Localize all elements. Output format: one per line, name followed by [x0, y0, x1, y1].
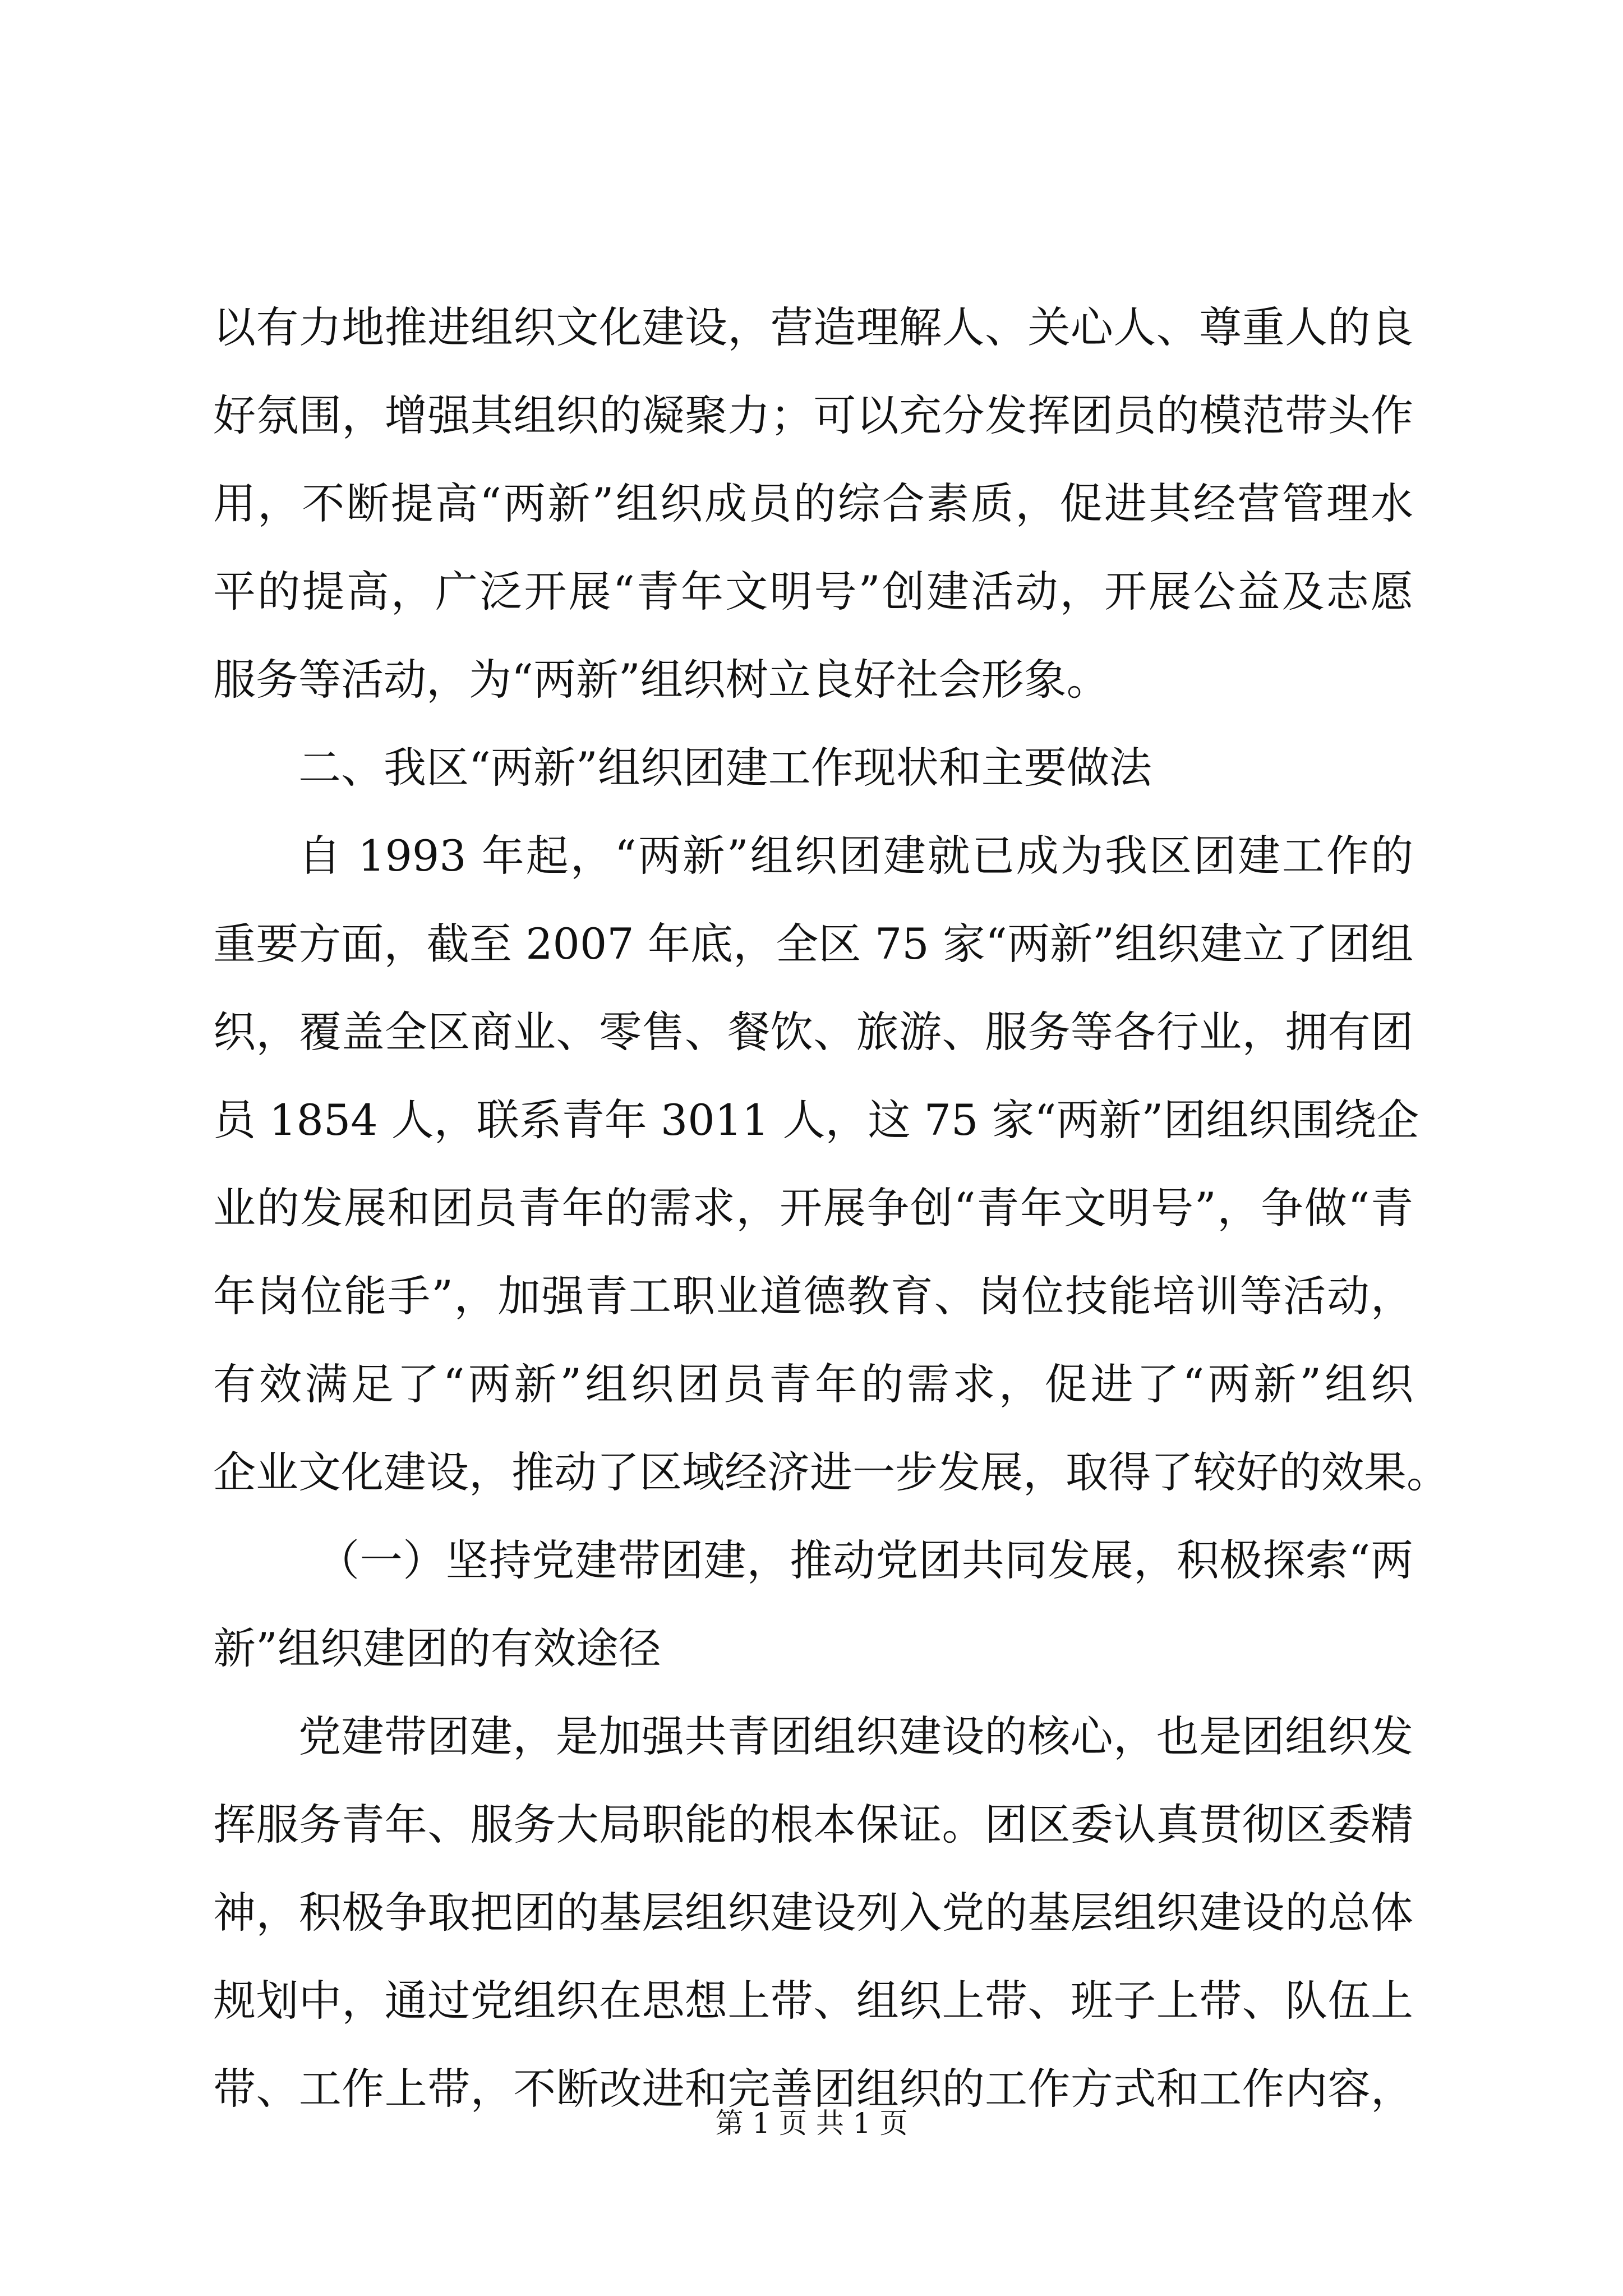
text-line-17: 党建带团建，是加强共青团组织建设的核心，也是团组织发: [298, 1711, 1413, 1761]
text-line-2: 好氛围，增强其组织的凝聚力；可以充分发挥团员的模范带头作: [213, 390, 1413, 440]
text-line-20: 规划中，通过党组织在思想上带、组织上带、班子上带、队伍上: [213, 1976, 1413, 2026]
document-body: [213, 283, 1449, 2133]
text-line-5: 服务等活动，为“两新”组织树立良好社会形象。: [213, 655, 1109, 705]
page-footer: 第 1 页 共 1 页: [715, 2107, 908, 2139]
text-line-21: 带、工作上带，不断改进和完善团组织的工作方式和工作内容，: [213, 2064, 1413, 2114]
section-heading: 二、我区“两新”组织团建工作现状和主要做法: [298, 743, 1152, 793]
subsection-heading-line-2: 新”组织建团的有效途径: [213, 1623, 661, 1673]
text-line-19: 神，积极争取把团的基层组织建设列入党的基层组织建设的总体: [213, 1888, 1413, 1938]
text-line-7: 自 1993 年起，“两新”组织团建就已成为我区团建工作的: [298, 831, 1413, 881]
subsection-heading-line-1: （一）坚持党建带团建，推动党团共同发展，积极探索“两: [317, 1535, 1413, 1585]
text-line-9: 织，覆盖全区商业、零售、餐饮、旅游、服务等各行业，拥有团: [213, 1007, 1413, 1057]
text-line-4: 平的提高，广泛开展“青年文明号”创建活动，开展公益及志愿: [213, 567, 1413, 616]
text-line-11: 业的发展和团员青年的需求，开展争创“青年文明号”，争做“青: [213, 1183, 1413, 1233]
text-line-10: 员 1854 人，联系青年 3011 人，这 75 家“两新”团组织围绕企: [213, 1095, 1419, 1145]
text-line-1: 以有力地推进组织文化建设，营造理解人、关心人、尊重人的良: [213, 302, 1413, 352]
text-line-8: 重要方面，截至 2007 年底，全区 75 家“两新”组织建立了团组: [213, 919, 1413, 969]
text-line-12: 年岗位能手”，加强青工职业道德教育、岗位技能培训等活动，: [213, 1271, 1413, 1321]
text-line-18: 挥服务青年、服务大局职能的根本保证。团区委认真贯彻区委精: [213, 1800, 1413, 1849]
text-line-14: 企业文化建设，推动了区域经济进一步发展，取得了较好的效果。: [213, 1447, 1449, 1497]
text-line-3: 用，不断提高“两新”组织成员的综合素质，促进其经营管理水: [213, 478, 1413, 528]
text-line-13: 有效满足了“两新”组织团员青年的需求，促进了“两新”组织: [213, 1359, 1413, 1409]
